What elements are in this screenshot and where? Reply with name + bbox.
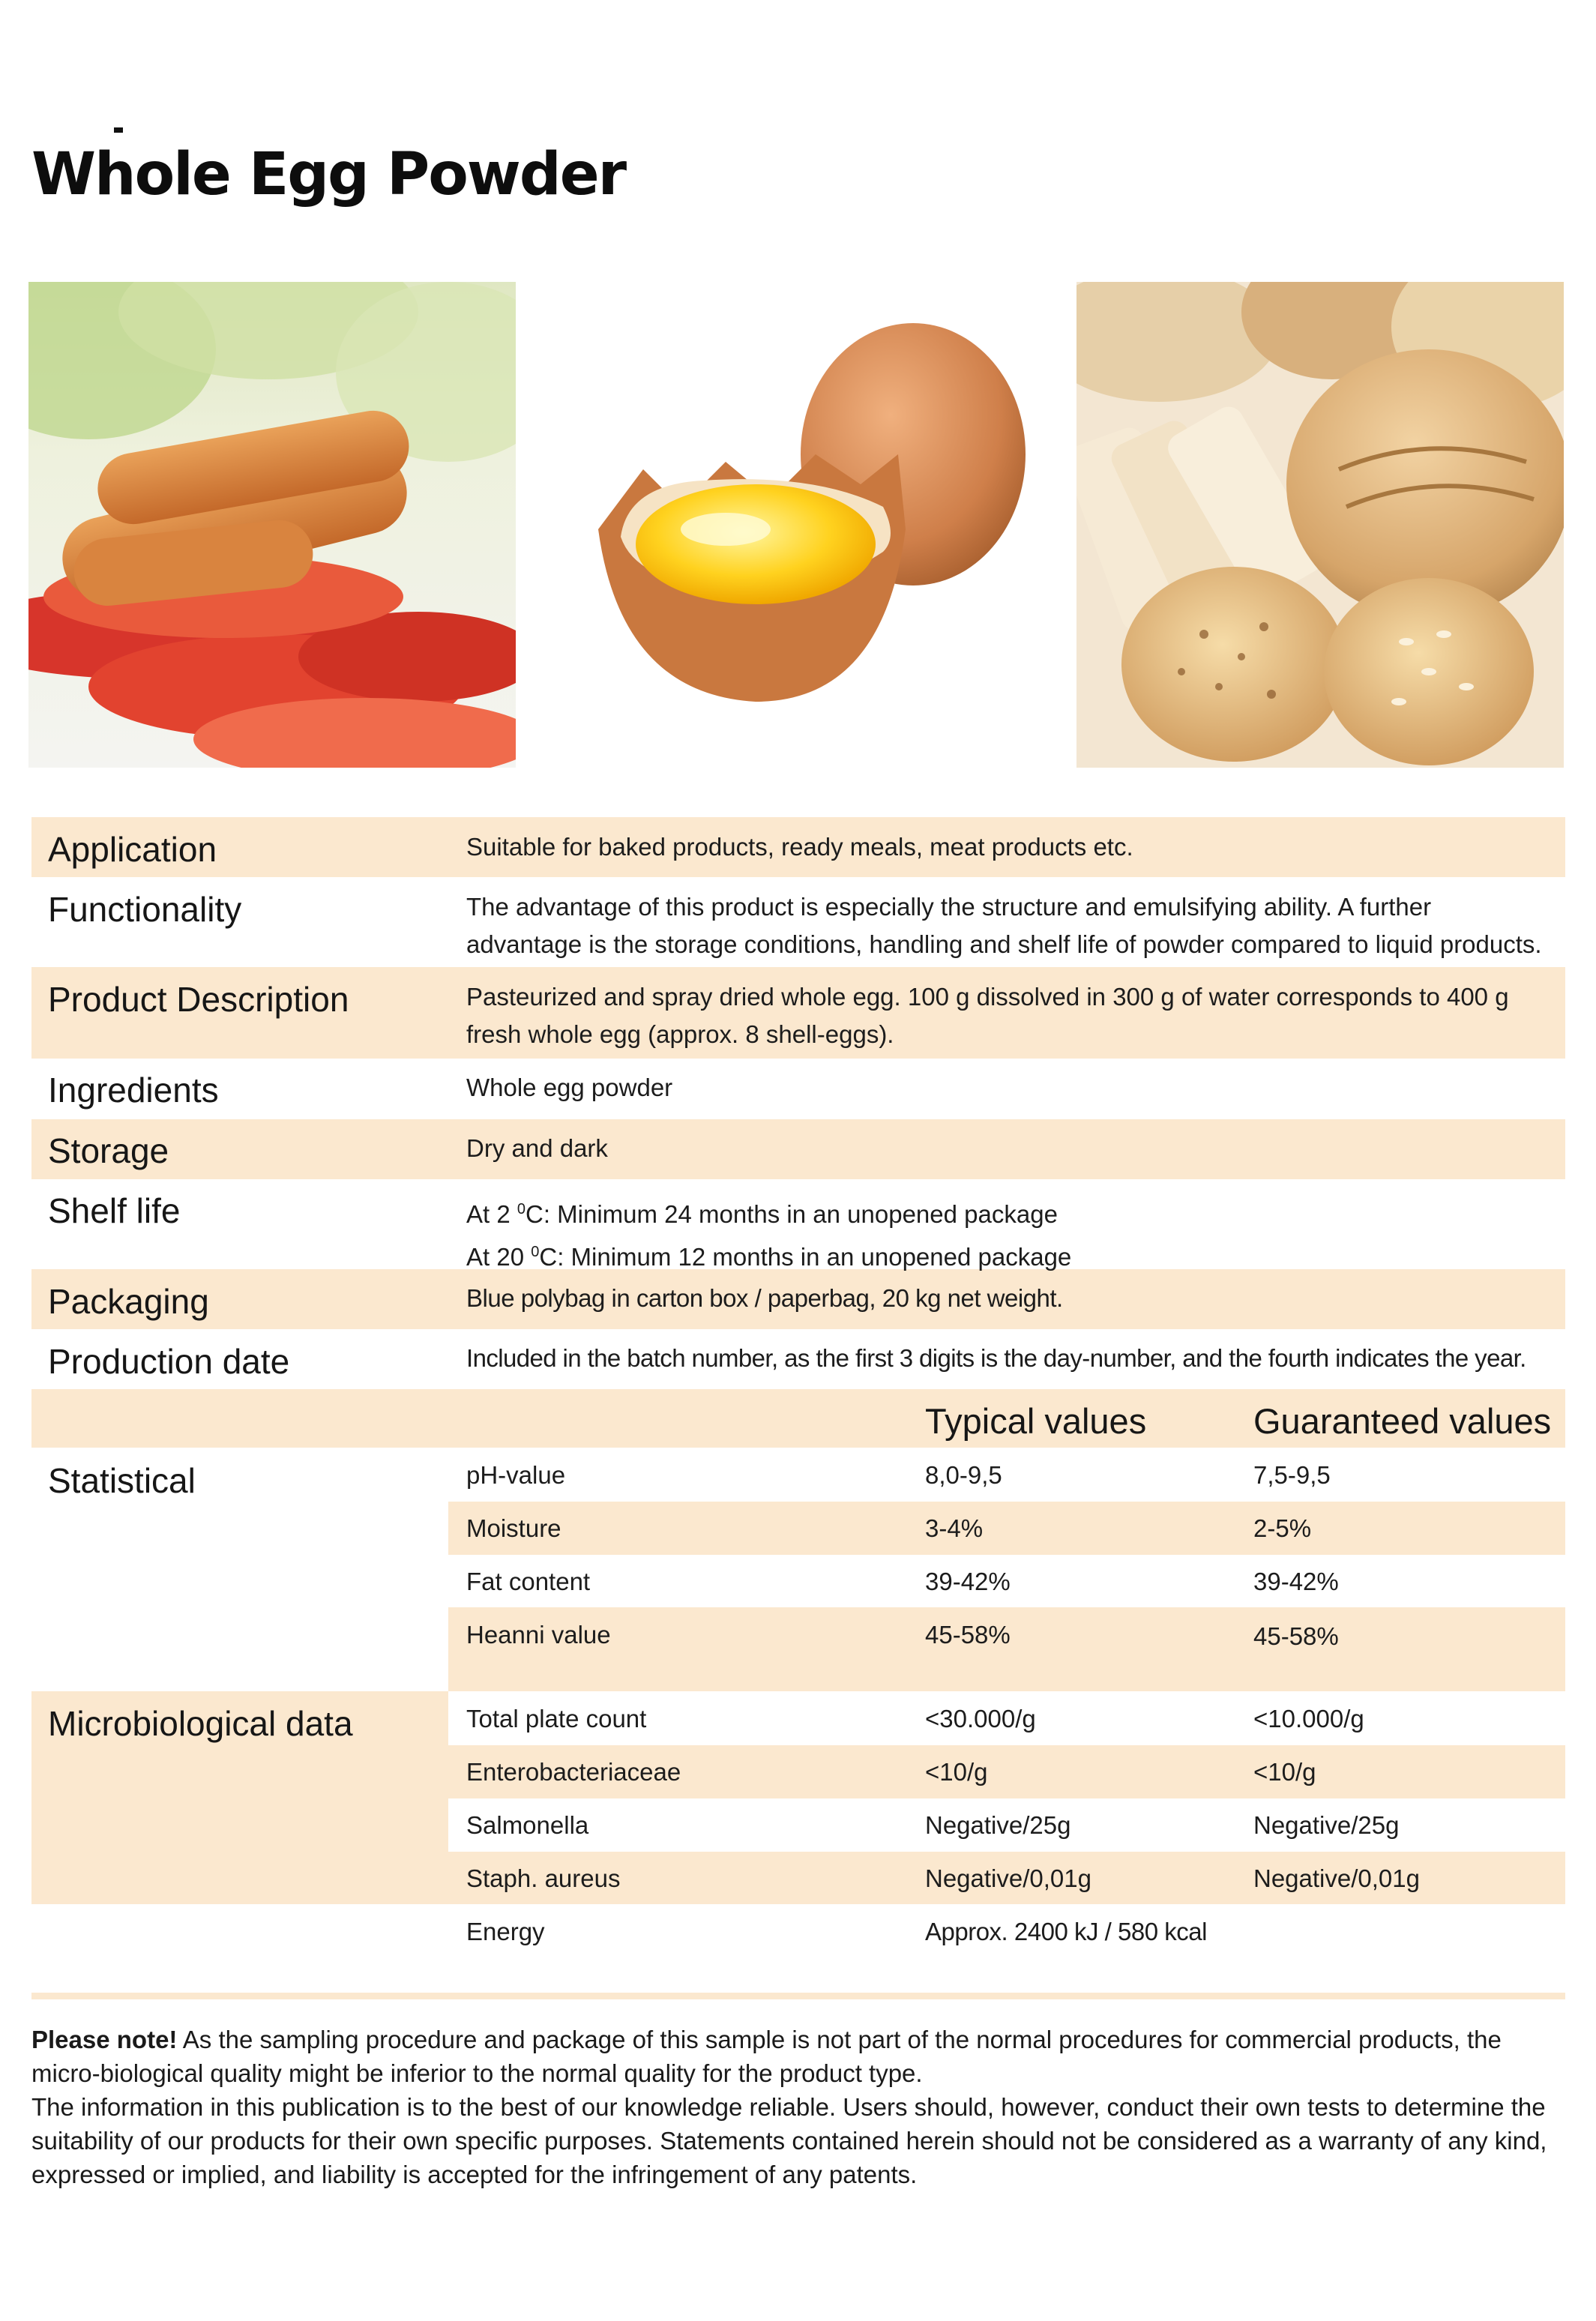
storage-value: Dry and dark bbox=[466, 1134, 608, 1162]
row-tpc-name: Total plate count bbox=[466, 1705, 647, 1733]
please-note-text: As the sampling procedure and package of this sample is not part of the normal procedures for commercial products, the micro-biological quality might be inferior to the normal quality for the product type. bbox=[31, 2026, 1502, 2087]
divider-rule bbox=[31, 1993, 1565, 1999]
row-fat-guaranteed: 39-42% bbox=[1253, 1568, 1339, 1595]
band-moisture bbox=[448, 1502, 1565, 1555]
row-moisture-guaranteed: 2-5% bbox=[1253, 1514, 1312, 1542]
disclaimer-paragraph: The information in this publication is to the best of our knowledge reliable. Users should, however, conduct their own tests to determine the suitability of our products for their own specific purposes. Statements contained herein should not be considered as a warranty of any kind, expressed or implied, and liability is accepted for the infringement of any patents. bbox=[31, 2093, 1547, 2188]
row-moisture-typical: 3-4% bbox=[925, 1514, 984, 1542]
row-ph-guaranteed: 7,5-9,5 bbox=[1253, 1461, 1331, 1489]
storage-label: Storage bbox=[48, 1131, 169, 1170]
row-salmonella-name: Salmonella bbox=[466, 1811, 589, 1839]
row-ph-typical: 8,0-9,5 bbox=[925, 1461, 1002, 1489]
row-energy-value: Approx. 2400 kJ / 580 kcal bbox=[925, 1918, 1207, 1945]
row-staph-typical: Negative/0,01g bbox=[925, 1864, 1091, 1892]
ingredients-value: Whole egg powder bbox=[466, 1074, 673, 1101]
row-energy-name: Energy bbox=[466, 1918, 545, 1945]
description-value: Pasteurized and spray dried whole egg. 100 g dissolved in 300 g of water corresponds to 400 g fresh whole egg (approx. 8 shell-eggs). bbox=[466, 983, 1509, 1048]
page-title: Whole Egg Powder bbox=[31, 141, 626, 208]
packaging-value: Blue polybag in carton box / paperbag, 20 kg net weight. bbox=[466, 1284, 1063, 1312]
microbiological-label: Microbiological data bbox=[48, 1704, 353, 1743]
functionality-label: Functionality bbox=[48, 890, 242, 929]
row-salmonella-guaranteed: Negative/25g bbox=[1253, 1811, 1400, 1839]
shelf-life-line-2: At 20 $^0$C: Minimum 12 months in an unopened package bbox=[466, 1243, 1072, 1271]
cracked-egg-photo bbox=[553, 282, 1041, 768]
application-value: Suitable for baked products, ready meals, meat products etc. bbox=[466, 833, 1133, 861]
footer-note bbox=[31, 2023, 1568, 2191]
row-heanni-name: Heanni value bbox=[466, 1621, 611, 1649]
ingredients-label: Ingredients bbox=[48, 1071, 219, 1110]
row-tpc-guaranteed: <10.000/g bbox=[1253, 1705, 1364, 1733]
guaranteed-values-header: Guaranteed values bbox=[1253, 1401, 1552, 1441]
band-heanni bbox=[448, 1607, 1565, 1691]
fish-sticks-photo bbox=[28, 282, 516, 768]
row-heanni-typical: 45-58% bbox=[925, 1621, 1011, 1649]
production-date-value: Included in the batch number, as the first 3 digits is the day-number, and the fourth indicates the year. bbox=[466, 1344, 1526, 1372]
row-fat-typical: 39-42% bbox=[925, 1568, 1011, 1595]
production-date-label: Production date bbox=[48, 1342, 290, 1381]
row-staph-guaranteed: Negative/0,01g bbox=[1253, 1864, 1420, 1892]
row-entero-guaranteed: <10/g bbox=[1253, 1758, 1316, 1786]
row-entero-typical: <10/g bbox=[925, 1758, 988, 1786]
row-heanni-guaranteed: 45-58% bbox=[1253, 1622, 1339, 1650]
shelf-life-value bbox=[466, 1190, 1546, 1276]
bread-loaves-photo bbox=[1076, 282, 1564, 768]
row-salmonella-typical: Negative/25g bbox=[925, 1811, 1071, 1839]
typical-values-header: Typical values bbox=[925, 1401, 1147, 1441]
application-label: Application bbox=[48, 830, 217, 869]
row-tpc-typical: <30.000/g bbox=[925, 1705, 1036, 1733]
row-fat-name: Fat content bbox=[466, 1568, 591, 1595]
shelf-life-line-1: At 2 $^0$C: Minimum 24 months in an unopened package bbox=[466, 1200, 1058, 1228]
row-ph-name: pH-value bbox=[466, 1461, 566, 1489]
row-entero-name: Enterobacteriaceae bbox=[466, 1758, 681, 1786]
description-label: Product Description bbox=[48, 980, 349, 1019]
row-staph-name: Staph. aureus bbox=[466, 1864, 621, 1892]
functionality-value: The advantage of this product is especially the structure and emulsifying ability. A further advantage is the storage conditions, handling and shelf life of powder compared to liquid products. bbox=[466, 893, 1542, 958]
please-note-bold: Please note! bbox=[31, 2026, 178, 2053]
shelf-life-label: Shelf life bbox=[48, 1191, 181, 1230]
packaging-label: Packaging bbox=[48, 1282, 209, 1321]
please-note-paragraph bbox=[31, 2023, 1568, 2090]
row-moisture-name: Moisture bbox=[466, 1514, 561, 1542]
statistical-label: Statistical bbox=[48, 1461, 196, 1500]
title-mark bbox=[114, 127, 123, 133]
